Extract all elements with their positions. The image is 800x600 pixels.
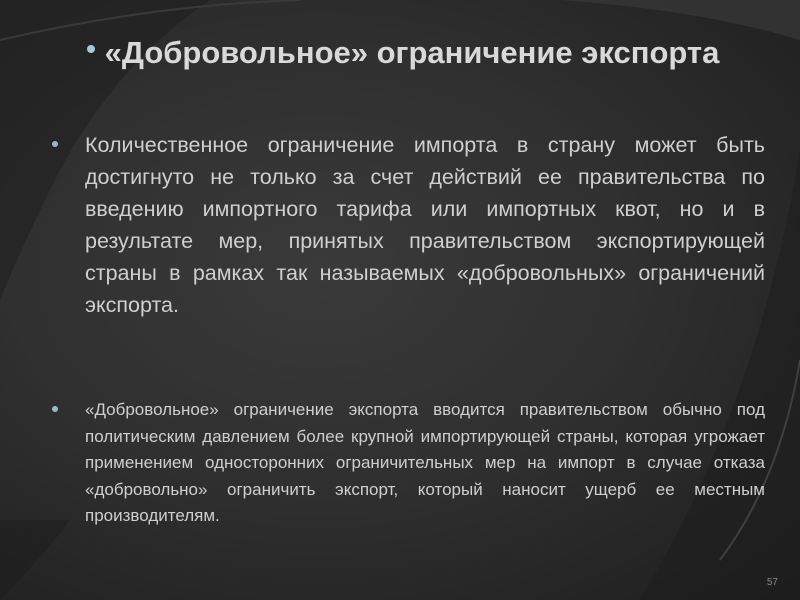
slide-title: «Добровольное» ограничение экспорта [104, 35, 720, 70]
title-block [82, 30, 742, 76]
paragraph-2: «Добровольное» ограничение экспорта вводится правительством обычно под политическим давлением более крупной импортирующей страны, которая угрожает применением односторонних ограничительных мер на импорт в случае отказа «добровольно» ограничить экспорт, который наносит ущерб ее местным производителям. [85, 400, 765, 525]
bullet-icon [52, 141, 58, 147]
paragraph-1: Количественное ограничение импорта в страну может быть достигнуто не только за счет действий ее правительства по введению импортного тарифа или импортных квот, но и в результате мер, принятых правительством экспортирующей страны в рамках так называемых «добровольных» ограничений экспорта. [85, 133, 765, 317]
bullet-icon [52, 406, 58, 412]
slide-number: 57 [766, 577, 778, 588]
